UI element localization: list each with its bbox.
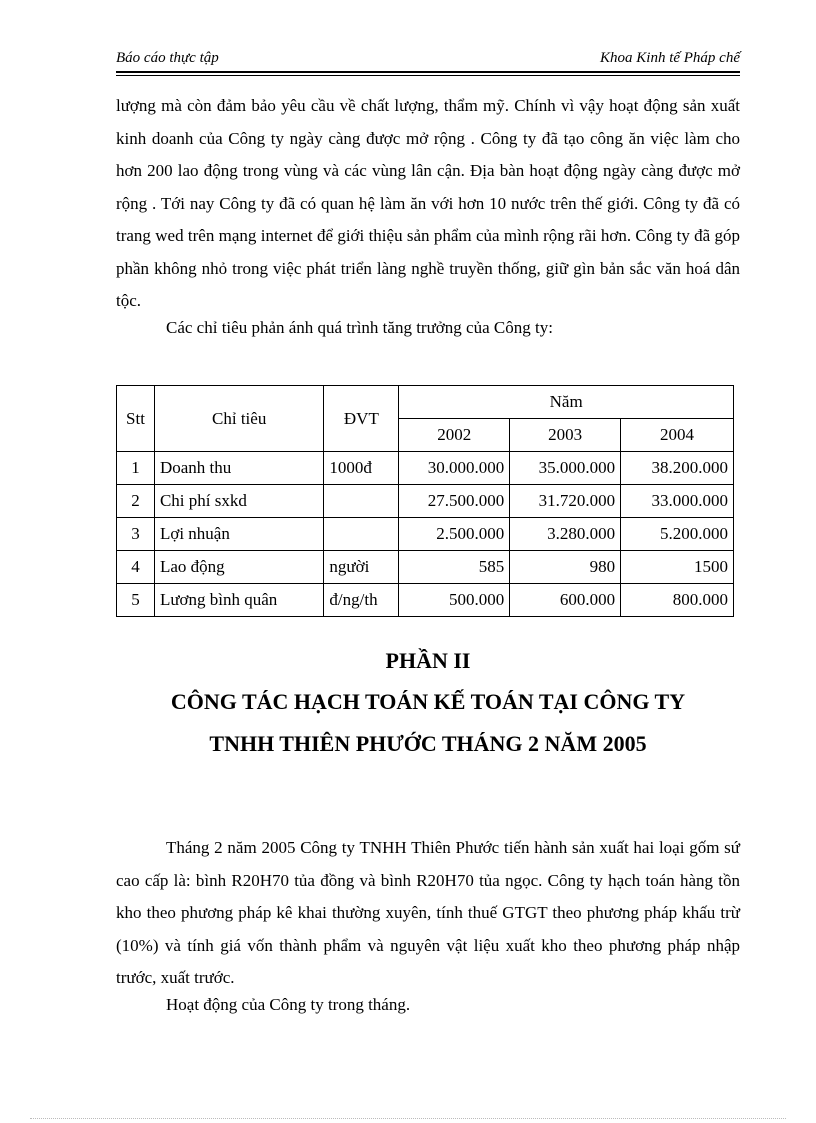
cell-value: 33.000.000	[621, 485, 734, 518]
cell-stt: 3	[117, 518, 155, 551]
header-year: 2002	[399, 419, 510, 452]
header-dvt: ĐVT	[324, 386, 399, 452]
cell-value: 980	[510, 551, 621, 584]
header-left-text: Báo cáo thực tập	[116, 50, 219, 66]
cell-name: Lương bình quân	[154, 584, 323, 617]
cell-value: 600.000	[510, 584, 621, 617]
cell-stt: 4	[117, 551, 155, 584]
header-chi-tieu: Chỉ tiêu	[154, 386, 323, 452]
table-intro: Các chỉ tiêu phản ánh quá trình tăng trưởng của Công ty:	[166, 318, 553, 337]
cell-value: 2.500.000	[399, 518, 510, 551]
growth-indicators-table	[116, 385, 734, 617]
header-year: 2003	[510, 419, 621, 452]
cell-value: 1500	[621, 551, 734, 584]
cell-unit: 1000đ	[324, 452, 399, 485]
cell-name: Doanh thu	[154, 452, 323, 485]
page-header	[116, 48, 740, 70]
cell-value: 5.200.000	[621, 518, 734, 551]
cell-stt: 5	[117, 584, 155, 617]
cell-value: 31.720.000	[510, 485, 621, 518]
cell-name: Chi phí sxkd	[154, 485, 323, 518]
table-row	[117, 518, 734, 551]
cell-unit: đ/ng/th	[324, 584, 399, 617]
cell-value: 38.200.000	[621, 452, 734, 485]
header-stt: Stt	[117, 386, 155, 452]
cell-value: 585	[399, 551, 510, 584]
header-year: 2004	[621, 419, 734, 452]
body-paragraph-3: Hoạt động của Công ty trong tháng.	[166, 995, 411, 1014]
cell-value: 27.500.000	[399, 485, 510, 518]
cell-unit: người	[324, 551, 399, 584]
cell-unit	[324, 518, 399, 551]
header-right-text: Khoa Kinh tế Pháp chế	[600, 50, 740, 66]
table-row	[117, 551, 734, 584]
cell-name: Lao động	[154, 551, 323, 584]
cell-value: 35.000.000	[510, 452, 621, 485]
cell-stt: 1	[117, 452, 155, 485]
section-title-line-1: CÔNG TÁC HẠCH TOÁN KẾ TOÁN TẠI CÔNG TY	[170, 689, 686, 714]
page-bottom-border	[30, 1118, 786, 1119]
cell-value: 500.000	[399, 584, 510, 617]
cell-stt: 2	[117, 485, 155, 518]
body-paragraph-2: Tháng 2 năm 2005 Công ty TNHH Thiên Phước tiến hành sản xuất hai loại gốm sứ cao cấp là: bình R20H70 tủa đồng và bình R20H70 tủa ngọc. Công ty hạch toán hàng tồn kho theo phương pháp kê khai thường xuyên, tính thuế GTGT theo phương pháp khấu trừ (10%) và tính giá vốn thành phẩm và nguyên vật liệu xuất kho theo phương pháp nhập trước, xuất trước.	[116, 838, 740, 987]
cell-name: Lợi nhuận	[154, 518, 323, 551]
header-nam: Năm	[399, 386, 734, 419]
table-row	[117, 485, 734, 518]
table-row	[117, 584, 734, 617]
cell-unit	[324, 485, 399, 518]
cell-value: 3.280.000	[510, 518, 621, 551]
body-paragraph-1: lượng mà còn đảm bảo yêu cầu về chất lượng, thẩm mỹ. Chính vì vậy hoạt động sản xuất kinh doanh của Công ty ngày càng được mở rộng . Công ty đã tạo công ăn việc làm cho hơn 200 lao động trong vùng và các vùng lân cận. Địa bàn hoạt động ngày càng được mở rộng . Tới nay Công ty đã có quan hệ làm ăn với hơn 10 nước trên thế giới. Công ty đã có trang wed trên mạng internet để giới thiệu sản phẩm của mình rộng rãi hơn. Công ty đã góp phần không nhỏ trong việc phát triển làng nghề truyền thống, giữ gìn bản sắc văn hoá dân tộc.	[116, 96, 740, 310]
header-rule-thick	[116, 71, 740, 73]
table-header-row	[117, 386, 734, 419]
section-title-line-2: TNHH THIÊN PHƯỚC THÁNG 2 NĂM 2005	[209, 731, 647, 756]
section-part-heading: PHẦN II	[385, 648, 471, 673]
header-rule-thin	[116, 75, 740, 76]
cell-value: 800.000	[621, 584, 734, 617]
table-row	[117, 452, 734, 485]
cell-value: 30.000.000	[399, 452, 510, 485]
